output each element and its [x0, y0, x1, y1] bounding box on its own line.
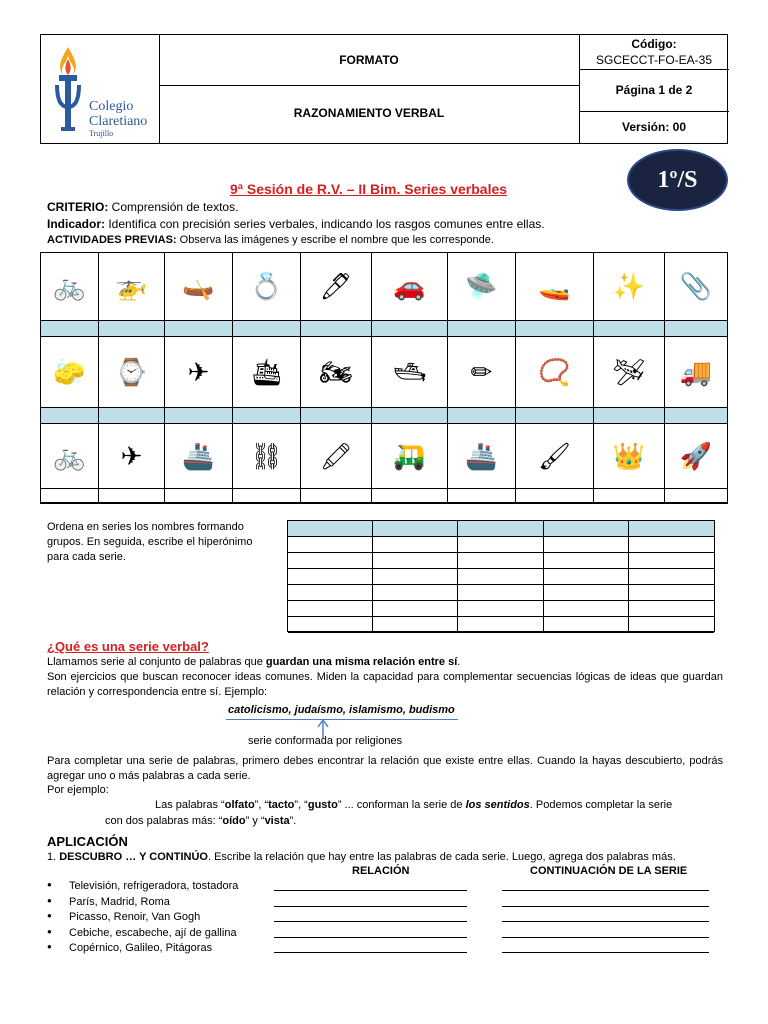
relacion-blank[interactable] — [274, 937, 467, 938]
image-cell — [41, 424, 99, 489]
image-cell — [372, 337, 448, 408]
series-cell[interactable] — [544, 585, 629, 601]
image-cell — [41, 337, 99, 408]
earrings-icon: ✨ — [612, 271, 646, 301]
ex2-text-c: ”. — [289, 815, 297, 827]
code-value: SGCECCT-FO-EA-35 — [595, 53, 712, 67]
continuacion-blank[interactable] — [502, 921, 709, 922]
image-cell — [165, 253, 233, 321]
image-cell — [594, 253, 665, 321]
answer-cell[interactable] — [448, 321, 516, 337]
aplicacion-heading: APLICACIÓN — [47, 834, 128, 849]
motocarro-icon: 🛺 — [393, 440, 426, 471]
answer-cell[interactable] — [165, 489, 233, 503]
concorde-icon: ✈ — [120, 440, 143, 471]
image-cell — [594, 337, 665, 408]
continuacion-blank[interactable] — [502, 890, 709, 891]
bicycle-icon: 🚲 — [53, 271, 86, 301]
series-words: París, Madrid, Roma — [69, 895, 170, 908]
por-ejemplo: Por ejemplo: — [47, 784, 109, 796]
ex1-text-b: ”, “ — [254, 799, 269, 811]
ordena-instructions: Ordena en series los nombres formando grupos. En seguida, escribe el hiperónimo para cada serie. — [47, 521, 253, 563]
image-cell — [594, 424, 665, 489]
series-cell[interactable] — [629, 585, 714, 601]
series-cell[interactable] — [288, 553, 373, 569]
image-cell — [516, 337, 594, 408]
answer-cell[interactable] — [41, 408, 99, 424]
answer-cell[interactable] — [165, 408, 233, 424]
example-sentidos-2 — [105, 815, 296, 827]
image-cell — [233, 424, 301, 489]
answer-cell[interactable] — [41, 321, 99, 337]
answer-cell[interactable] — [301, 408, 372, 424]
definition-end: . — [457, 656, 461, 668]
series-cell[interactable] — [458, 537, 543, 553]
answer-cell[interactable] — [99, 321, 165, 337]
series-header-cell[interactable] — [288, 521, 373, 537]
bullet-icon: ● — [47, 880, 52, 889]
watch-icon: ⌚ — [115, 356, 148, 387]
tricycle-icon: 🚲 — [53, 440, 86, 471]
actividades-text: Observa las imágenes y escribe el nombre que les corresponde. — [176, 234, 494, 246]
ex1-text-c: ”, “ — [294, 799, 308, 811]
document-header — [40, 34, 728, 144]
zeppelin-icon: 🛸 — [465, 271, 498, 301]
airplane-toy-icon: ✈ — [187, 356, 210, 387]
series-cell[interactable] — [629, 553, 714, 569]
car-icon: 🚗 — [393, 271, 426, 301]
series-cell[interactable] — [373, 537, 458, 553]
list-item — [47, 911, 727, 927]
answer-cell[interactable] — [99, 408, 165, 424]
example-series: catolicismo, judaísmo, islamismo, budismo — [228, 704, 455, 716]
rowboat-icon: 🛶 — [182, 271, 215, 301]
series-table — [287, 520, 715, 632]
answer-cell[interactable] — [594, 321, 665, 337]
logo-line-1: Colegio — [89, 99, 134, 114]
image-cell — [516, 253, 594, 321]
bullet-icon: ● — [47, 895, 52, 905]
series-words: Televisión, refrigeradora, tostadora — [69, 880, 239, 892]
series-cell[interactable] — [629, 617, 714, 633]
continuacion-blank[interactable] — [502, 937, 709, 938]
series-cell[interactable] — [544, 553, 629, 569]
continuacion-blank[interactable] — [502, 952, 709, 953]
answer-cell[interactable] — [448, 408, 516, 424]
indicador-label: Indicador: — [47, 217, 106, 231]
image-cell — [665, 424, 727, 489]
image-grid — [40, 252, 728, 504]
criterio-text: Comprensión de textos. — [108, 200, 239, 214]
image-cell — [516, 424, 594, 489]
version-label: Versión: 00 — [621, 120, 687, 134]
relacion-blank[interactable] — [274, 906, 467, 907]
paragraph-1: Son ejercicios que buscan reconocer ideas comunes. Miden la capacidad para complementar secuencias lógicas de ideas que guardan relación y correspondencia entre sí. Ejemplo: — [47, 671, 723, 698]
example-sentidos-1 — [155, 799, 672, 811]
task-1-title: DESCUBRO … Y CONTINÚO — [59, 851, 208, 863]
answer-cell[interactable] — [665, 489, 727, 503]
actividades-line — [47, 234, 494, 246]
series-cell[interactable] — [629, 601, 714, 617]
answer-cell[interactable] — [516, 408, 594, 424]
series-header-cell[interactable] — [373, 521, 458, 537]
actividades-label: ACTIVIDADES PREVIAS: — [47, 234, 177, 246]
relacion-blank[interactable] — [274, 952, 467, 953]
definition-bold: guardan una misma relación entre sí — [265, 656, 458, 668]
image-cell — [372, 424, 448, 489]
sharpener-icon: ✏ — [470, 356, 493, 387]
definition-text: Llamamos serie al conjunto de palabras que — [47, 656, 266, 668]
bracelet-icon: ⛓ — [249, 440, 283, 471]
answer-cell[interactable] — [516, 489, 594, 503]
answer-cell[interactable] — [372, 408, 448, 424]
colored-pencils-icon: 🖍 — [319, 440, 353, 471]
answer-cell[interactable] — [594, 408, 665, 424]
ex1-text-a: Las palabras “ — [155, 799, 225, 811]
que-es-heading: ¿Qué es una serie verbal? — [47, 639, 209, 654]
list-item — [47, 896, 727, 912]
image-cell — [99, 337, 165, 408]
task-1-number: 1. — [47, 851, 60, 863]
eraser-icon: 🧽 — [53, 356, 86, 387]
markers-icon: 🖌 — [537, 440, 571, 471]
ex1-text-e: . Podemos completar la serie — [529, 799, 673, 811]
necklace-icon: 📿 — [538, 356, 571, 387]
series-cell[interactable] — [288, 617, 373, 633]
image-cell — [301, 337, 372, 408]
logo-name — [89, 99, 147, 139]
ex1-word-olfato: olfato — [224, 799, 255, 811]
logo-city: Trujillo — [89, 129, 114, 138]
answer-cell[interactable] — [448, 489, 516, 503]
answer-cell[interactable] — [665, 321, 727, 337]
image-cell — [41, 253, 99, 321]
helicopter-icon: 🚁 — [115, 271, 148, 301]
list-item — [47, 880, 727, 896]
series-cell[interactable] — [544, 617, 629, 633]
image-cell — [448, 424, 516, 489]
stapler-icon: 📎 — [679, 271, 713, 301]
image-cell — [165, 424, 233, 489]
cargo-ship-icon: 🚢 — [182, 440, 215, 471]
bullet-icon: ● — [47, 942, 52, 951]
list-item — [47, 927, 727, 943]
series-words: Picasso, Renoir, Van Gogh — [69, 911, 201, 923]
series-header-cell[interactable] — [458, 521, 543, 537]
answer-cell[interactable] — [233, 489, 301, 503]
image-cell — [448, 253, 516, 321]
ex1-word-tacto: tacto — [268, 799, 295, 811]
series-words: Cebiche, escabeche, ají de gallina — [69, 926, 237, 939]
school-logo — [45, 43, 157, 137]
image-cell — [233, 253, 301, 321]
small-plane-icon: 🛩 — [612, 356, 646, 387]
image-cell — [665, 337, 727, 408]
answer-cell[interactable] — [99, 489, 165, 503]
answer-cell[interactable] — [233, 321, 301, 337]
logo-line-2: Claretiano — [89, 114, 148, 129]
series-cell[interactable] — [373, 585, 458, 601]
series-cell[interactable] — [373, 553, 458, 569]
answer-cell[interactable] — [301, 321, 372, 337]
relacion-blank[interactable] — [274, 890, 467, 891]
continuacion-blank[interactable] — [502, 906, 709, 907]
torch-icon — [53, 45, 83, 135]
answer-cell[interactable] — [594, 489, 665, 503]
space-shuttle-icon: 🚀 — [679, 440, 713, 471]
list-item — [47, 942, 727, 958]
ex1-word-gusto: gusto — [307, 799, 338, 811]
series-header-cell[interactable] — [629, 521, 714, 537]
pens-icon: 🖊 — [319, 271, 353, 301]
code-label: Código: — [631, 37, 677, 51]
bullet-icon: ● — [47, 926, 52, 936]
series-cell[interactable] — [288, 601, 373, 617]
indicador-line — [47, 217, 545, 231]
series-cell[interactable] — [373, 569, 458, 585]
answer-cell[interactable] — [41, 489, 99, 503]
task-1-instructions — [47, 851, 676, 863]
answer-cell[interactable] — [516, 321, 594, 337]
truck-icon: 🚚 — [679, 356, 713, 387]
series-cell[interactable] — [288, 537, 373, 553]
series-cell[interactable] — [458, 617, 543, 633]
series-cell[interactable] — [288, 585, 373, 601]
grade-badge: 1º/S — [627, 149, 728, 211]
image-cell — [233, 337, 301, 408]
task-1-text: . Escribe la relación que hay entre las palabras de cada serie. Luego, agrega dos palabras más. — [207, 851, 676, 863]
series-cell[interactable] — [544, 537, 629, 553]
boat-icon: 🚤 — [538, 271, 571, 301]
series-cell[interactable] — [458, 601, 543, 617]
crown-icon: 👑 — [612, 440, 646, 471]
series-cell[interactable] — [458, 585, 543, 601]
ex1-sentidos: los sentidos — [465, 799, 530, 811]
image-cell — [301, 424, 372, 489]
example-caption: serie conformada por religiones — [248, 735, 403, 747]
series-cell[interactable] — [458, 569, 543, 585]
criterio-line — [47, 200, 238, 214]
series-cell[interactable] — [629, 569, 714, 585]
image-cell — [99, 424, 165, 489]
indicador-text: Identifica con precisión series verbales, indicando los rasgos comunes entre ellas. — [105, 217, 545, 231]
yacht-icon: 🛥 — [392, 356, 426, 387]
image-cell — [665, 253, 727, 321]
ring-icon: 💍 — [250, 271, 283, 301]
ex2-word-oido: oído — [222, 815, 246, 827]
image-cell — [372, 253, 448, 321]
image-cell — [99, 253, 165, 321]
answer-cell[interactable] — [301, 489, 372, 503]
criterio-label: CRITERIO: — [47, 200, 109, 214]
image-cell — [165, 337, 233, 408]
example-underline — [226, 719, 458, 720]
answer-cell[interactable] — [372, 489, 448, 503]
ex1-text-d: ” ... conforman la serie de — [337, 799, 466, 811]
answer-cell[interactable] — [665, 408, 727, 424]
answer-cell[interactable] — [165, 321, 233, 337]
series-cell[interactable] — [288, 569, 373, 585]
page-number: Página 1 de 2 — [615, 83, 693, 97]
ship-icon: 🚢 — [465, 440, 498, 471]
answer-cell[interactable] — [372, 321, 448, 337]
ex2-text-b: ” y “ — [245, 815, 265, 827]
series-cell[interactable] — [544, 601, 629, 617]
series-cell[interactable] — [373, 601, 458, 617]
motorcycle-icon: 🏍 — [319, 356, 353, 387]
column-header-continuacion: CONTINUACIÓN DE LA SERIE — [530, 865, 688, 877]
series-cell[interactable] — [544, 569, 629, 585]
relacion-blank[interactable] — [274, 921, 467, 922]
series-cell[interactable] — [629, 537, 714, 553]
bullet-icon: ● — [47, 911, 52, 920]
series-header-cell[interactable] — [544, 521, 629, 537]
definition-line — [47, 656, 460, 668]
session-title: 9ª Sesión de R.V. – II Bim. Series verbales — [230, 181, 508, 197]
series-cell[interactable] — [373, 617, 458, 633]
paragraph-2: Para completar una serie de palabras, primero debes encontrar la relación que existe entre ellas. Cuando la hayas descubierto, podrás agregar uno o más palabras a cada serie. — [47, 755, 723, 782]
series-words: Copérnico, Galileo, Pitágoras — [69, 942, 213, 954]
cruise-ship-icon: 🛳 — [249, 356, 283, 387]
ex2-text-a: con dos palabras más: “ — [105, 815, 223, 827]
image-cell — [301, 253, 372, 321]
column-header-relacion: RELACIÓN — [352, 865, 410, 877]
series-cell[interactable] — [458, 553, 543, 569]
answer-cell[interactable] — [233, 408, 301, 424]
format-label: FORMATO — [339, 53, 399, 67]
image-cell — [448, 337, 516, 408]
ex2-word-vista: vista — [264, 815, 290, 827]
subject-label: RAZONAMIENTO VERBAL — [293, 106, 445, 120]
